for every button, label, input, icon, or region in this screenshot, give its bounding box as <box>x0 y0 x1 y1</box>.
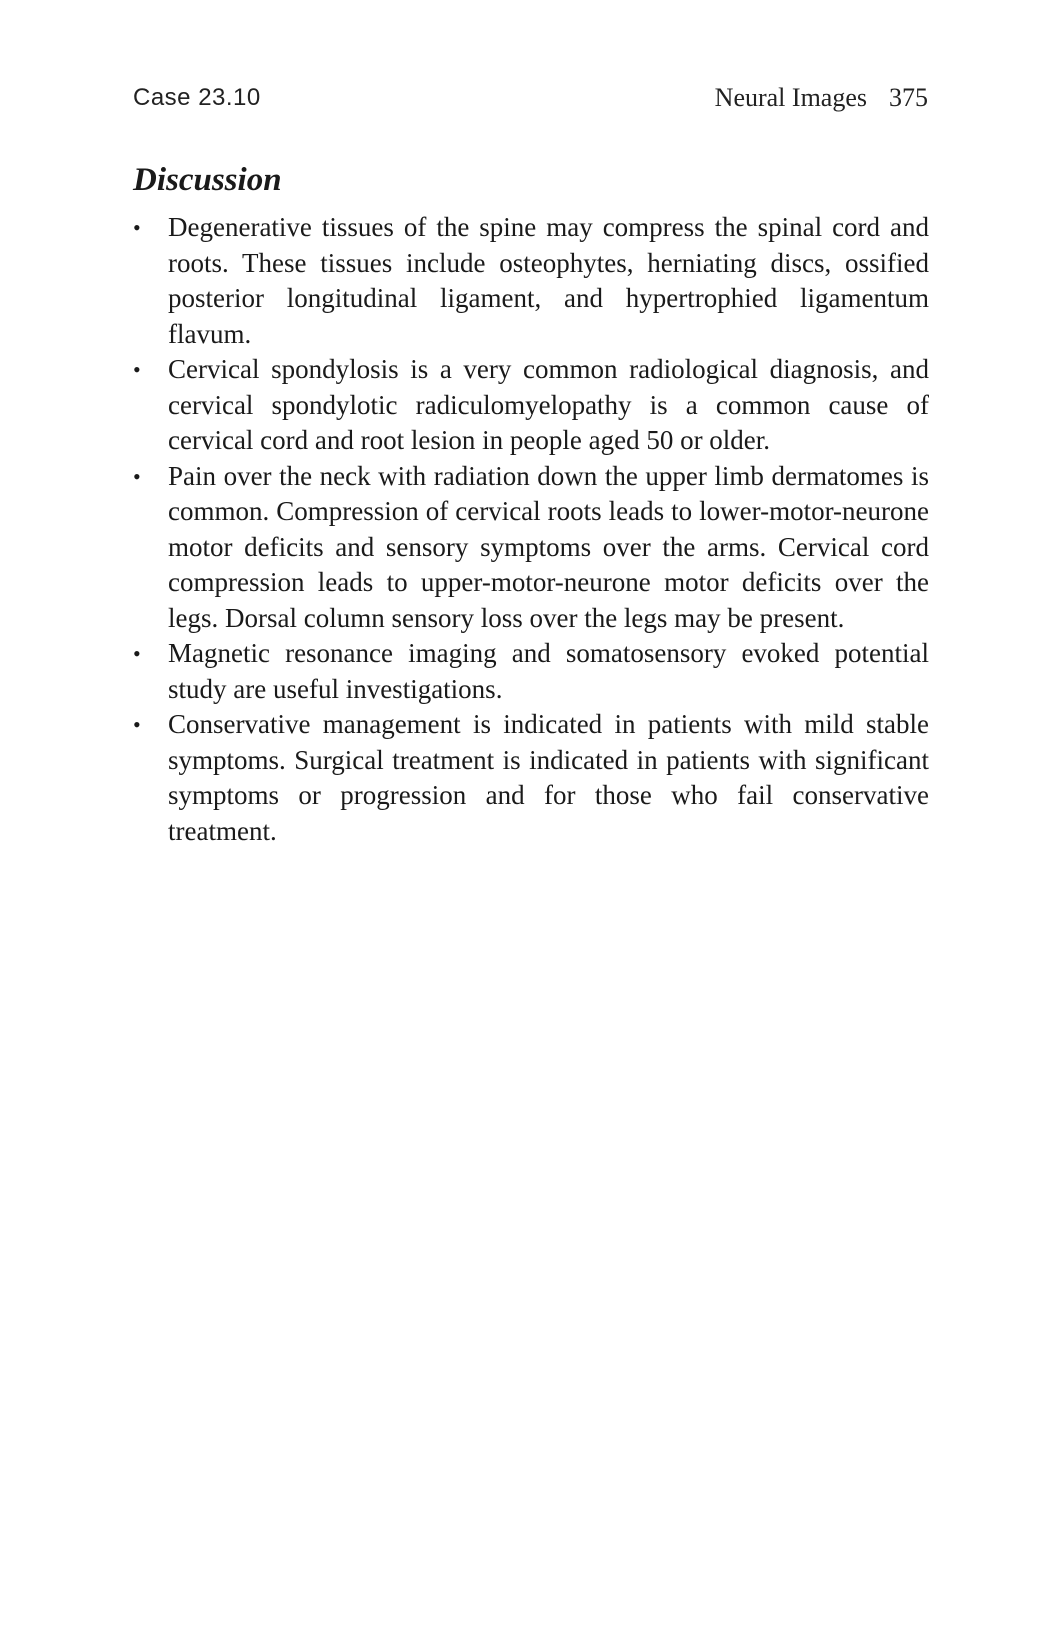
bullet-dot-icon: • <box>133 463 141 489</box>
bullet-dot-icon: • <box>133 357 141 382</box>
bullet-text: Pain over the neck with radiation down the upper limb dermatomes is common. Compression of cervical roots leads to lower-motor-neurone motor deficits and sensory symptoms over the arms. Cervical cord compression leads to upper-motor-neurone motor deficits over the legs. Dorsal column sensory loss over the legs may be present. <box>168 460 929 633</box>
bullet-item <box>133 352 929 459</box>
running-header <box>133 78 928 118</box>
bullet-dot-icon: • <box>133 215 141 240</box>
book-title: Neural Images <box>714 83 867 112</box>
case-label: Case 23.10 <box>133 84 261 111</box>
section-heading: Discussion <box>133 162 282 198</box>
page-number: 375 <box>889 83 928 112</box>
bullet-dot-icon: • <box>133 712 141 737</box>
bullet-item <box>133 636 929 707</box>
bullet-text: Magnetic resonance imaging and somatosensory evoked potential study are useful investigations. <box>168 638 929 704</box>
bullet-dot-icon: • <box>133 641 141 666</box>
bullet-text: Degenerative tissues of the spine may compress the spinal cord and roots. These tissues include osteophytes, herniating discs, ossified posterior longitudinal ligament, and hypertrophied ligamentum flavum. <box>168 212 929 349</box>
bullet-text: Cervical spondylosis is a very common radiological diagnosis, and cervical spondylotic radiculomyelopathy is a common cause of cervical cord and root lesion in people aged 50 or older. <box>168 354 929 455</box>
bullet-item <box>133 707 929 849</box>
bullet-item <box>133 459 929 637</box>
header-right <box>715 78 928 118</box>
bullet-item <box>133 210 929 352</box>
discussion-bullet-list <box>133 210 929 849</box>
bullet-text: Conservative management is indicated in patients with mild stable symptoms. Surgical treatment is indicated in patients with significant symptoms or progression and for those who fail conservative treatment. <box>168 709 929 846</box>
